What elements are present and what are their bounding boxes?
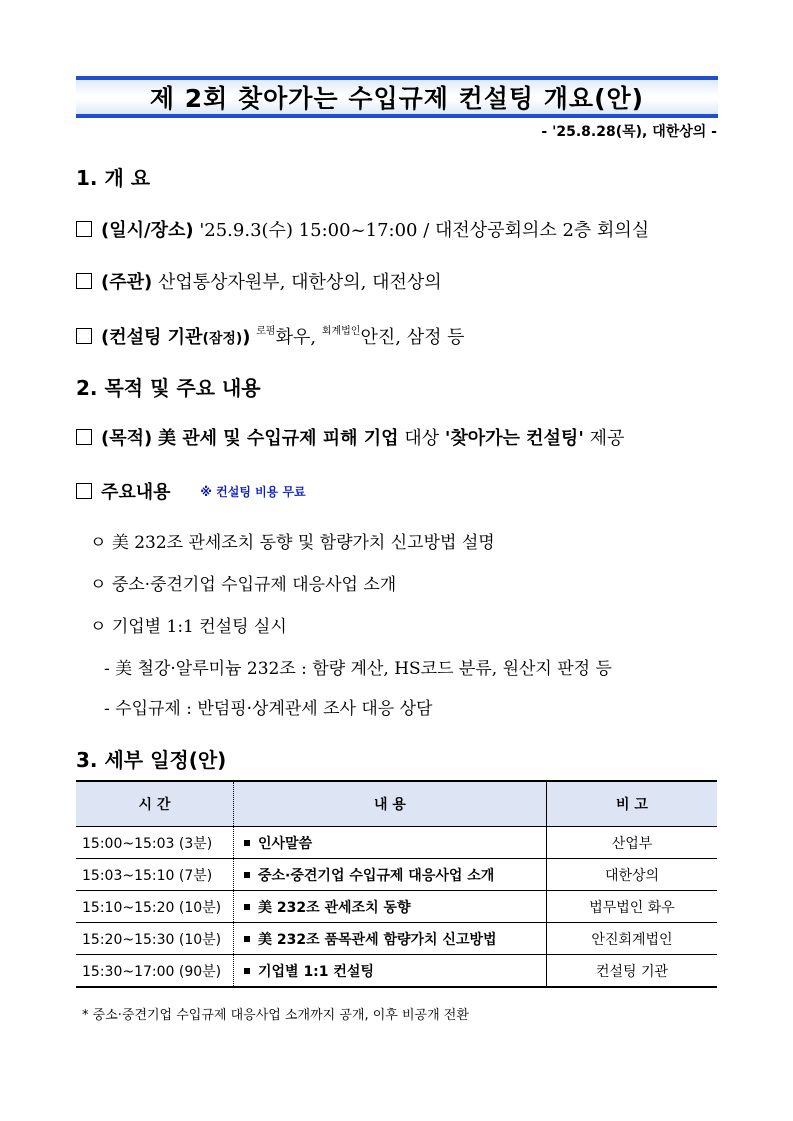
row-time: 15:03~15:10 (7분) <box>76 859 234 891</box>
square-bullet-icon <box>244 872 250 878</box>
square-bullet-icon <box>244 968 250 974</box>
datetime-value: '25.9.3(수) 15:00~17:00 / 대전상공회의소 2층 회의실 <box>199 220 650 241</box>
checkbox-icon <box>76 221 92 237</box>
purpose-end-text: 제공 <box>589 428 625 449</box>
date-line: - '25.8.28(목), 대한상의 - <box>541 124 717 140</box>
datetime-label: (일시/장소) <box>101 220 194 241</box>
purpose-label: (목적) <box>101 428 153 449</box>
section-overview-heading: 1. 개 요 <box>76 166 151 190</box>
header-content: 내 용 <box>234 781 547 827</box>
row-content-text: 기업별 1:1 컨설팅 <box>258 963 374 980</box>
page-title: 제 2회 찾아가는 수입규제 컨설팅 개요(안) <box>149 84 645 113</box>
table-row <box>76 827 717 859</box>
list-item: ㅇ 美 232조 관세조치 동향 및 함량가치 신고방법 설명 <box>90 533 495 553</box>
table-footnote: * 중소·중견기업 수입규제 대응사업 소개까지 공개, 이후 비공개 전환 <box>82 1008 469 1023</box>
host-label: (주관) <box>101 272 153 293</box>
row-time: 15:30~17:00 (90분) <box>76 955 234 988</box>
row-content <box>234 827 547 859</box>
table-row <box>76 955 717 988</box>
free-cost-note: ※ 컨설팅 비용 무료 <box>200 485 306 499</box>
purpose-mid-text: 대상 <box>404 428 440 449</box>
row-time: 15:10~15:20 (10분) <box>76 891 234 923</box>
row-content <box>234 891 547 923</box>
row-note: 대한상의 <box>547 859 718 891</box>
checkbox-icon <box>76 273 92 289</box>
header-note: 비 고 <box>547 781 718 827</box>
consult-org1: 화우, <box>275 327 317 348</box>
list-item: ㅇ 중소·중견기업 수입규제 대응사업 소개 <box>90 575 397 595</box>
row-time: 15:00~15:03 (3분) <box>76 827 234 859</box>
sub-list-item: - 수입규제 : 반덤핑·상계관세 조사 대응 상담 <box>104 699 433 719</box>
list-item: ㅇ 기업별 1:1 컨설팅 실시 <box>90 617 287 637</box>
contents-label: 주요내용 <box>101 482 171 503</box>
section-schedule-heading: 3. 세부 일정(안) <box>76 748 227 772</box>
consult-label-end: ) <box>242 327 251 348</box>
row-content-text: 중소·중견기업 수입규제 대응사업 소개 <box>258 867 495 884</box>
header-time: 시 간 <box>76 781 234 827</box>
purpose-bold-text: 美 관세 및 수입규제 피해 기업 <box>157 428 399 449</box>
purpose-quote-text: '찾아가는 컨설팅' <box>444 428 584 449</box>
row-content-text: 美 232조 관세조치 동향 <box>258 899 411 916</box>
section-purpose-heading: 2. 목적 및 주요 내용 <box>76 376 261 400</box>
consult-sup-accounting: 회계법인 <box>321 326 361 337</box>
row-note: 컨설팅 기관 <box>547 955 718 988</box>
row-note: 산업부 <box>547 827 718 859</box>
consult-sup-lawfirm: 로펌 <box>256 326 276 337</box>
row-time: 15:20~15:30 (10분) <box>76 923 234 955</box>
schedule-table <box>76 780 717 988</box>
consult-org2: 안진, 삼정 등 <box>360 327 465 348</box>
overview-consult <box>76 322 465 349</box>
purpose-line <box>76 424 624 450</box>
title-banner <box>76 76 718 118</box>
contents-line <box>76 478 306 504</box>
row-content <box>234 923 547 955</box>
sub-list-item: - 美 철강·알루미늄 232조 : 함량 계산, HS코드 분류, 원산지 판정 등 <box>104 659 612 679</box>
host-value: 산업통상자원부, 대한상의, 대전상의 <box>157 272 442 293</box>
overview-host <box>76 268 442 294</box>
bullet-text: 중소·중견기업 수입규제 대응사업 소개 <box>111 575 397 595</box>
row-note: 법무법인 화우 <box>547 891 718 923</box>
square-bullet-icon <box>244 840 250 846</box>
consult-label-small: (잠정) <box>202 331 243 347</box>
row-content <box>234 859 547 891</box>
table-row <box>76 923 717 955</box>
table-row <box>76 891 717 923</box>
bullet-text: 기업별 1:1 컨설팅 실시 <box>111 617 287 637</box>
consult-label: (컨설팅 기관 <box>101 327 203 348</box>
square-bullet-icon <box>244 936 250 942</box>
bullet-text: 美 232조 관세조치 동향 및 함량가치 신고방법 설명 <box>111 533 495 553</box>
row-note: 안진회계법인 <box>547 923 718 955</box>
checkbox-icon <box>76 429 92 445</box>
table-row <box>76 859 717 891</box>
overview-datetime <box>76 216 649 242</box>
checkbox-icon <box>76 483 92 499</box>
checkbox-icon <box>76 328 92 344</box>
row-content-text: 인사말씀 <box>258 835 313 852</box>
row-content-text: 美 232조 품목관세 함량가치 신고방법 <box>258 931 497 948</box>
square-bullet-icon <box>244 904 250 910</box>
row-content <box>234 955 547 988</box>
table-header-row <box>76 781 717 827</box>
